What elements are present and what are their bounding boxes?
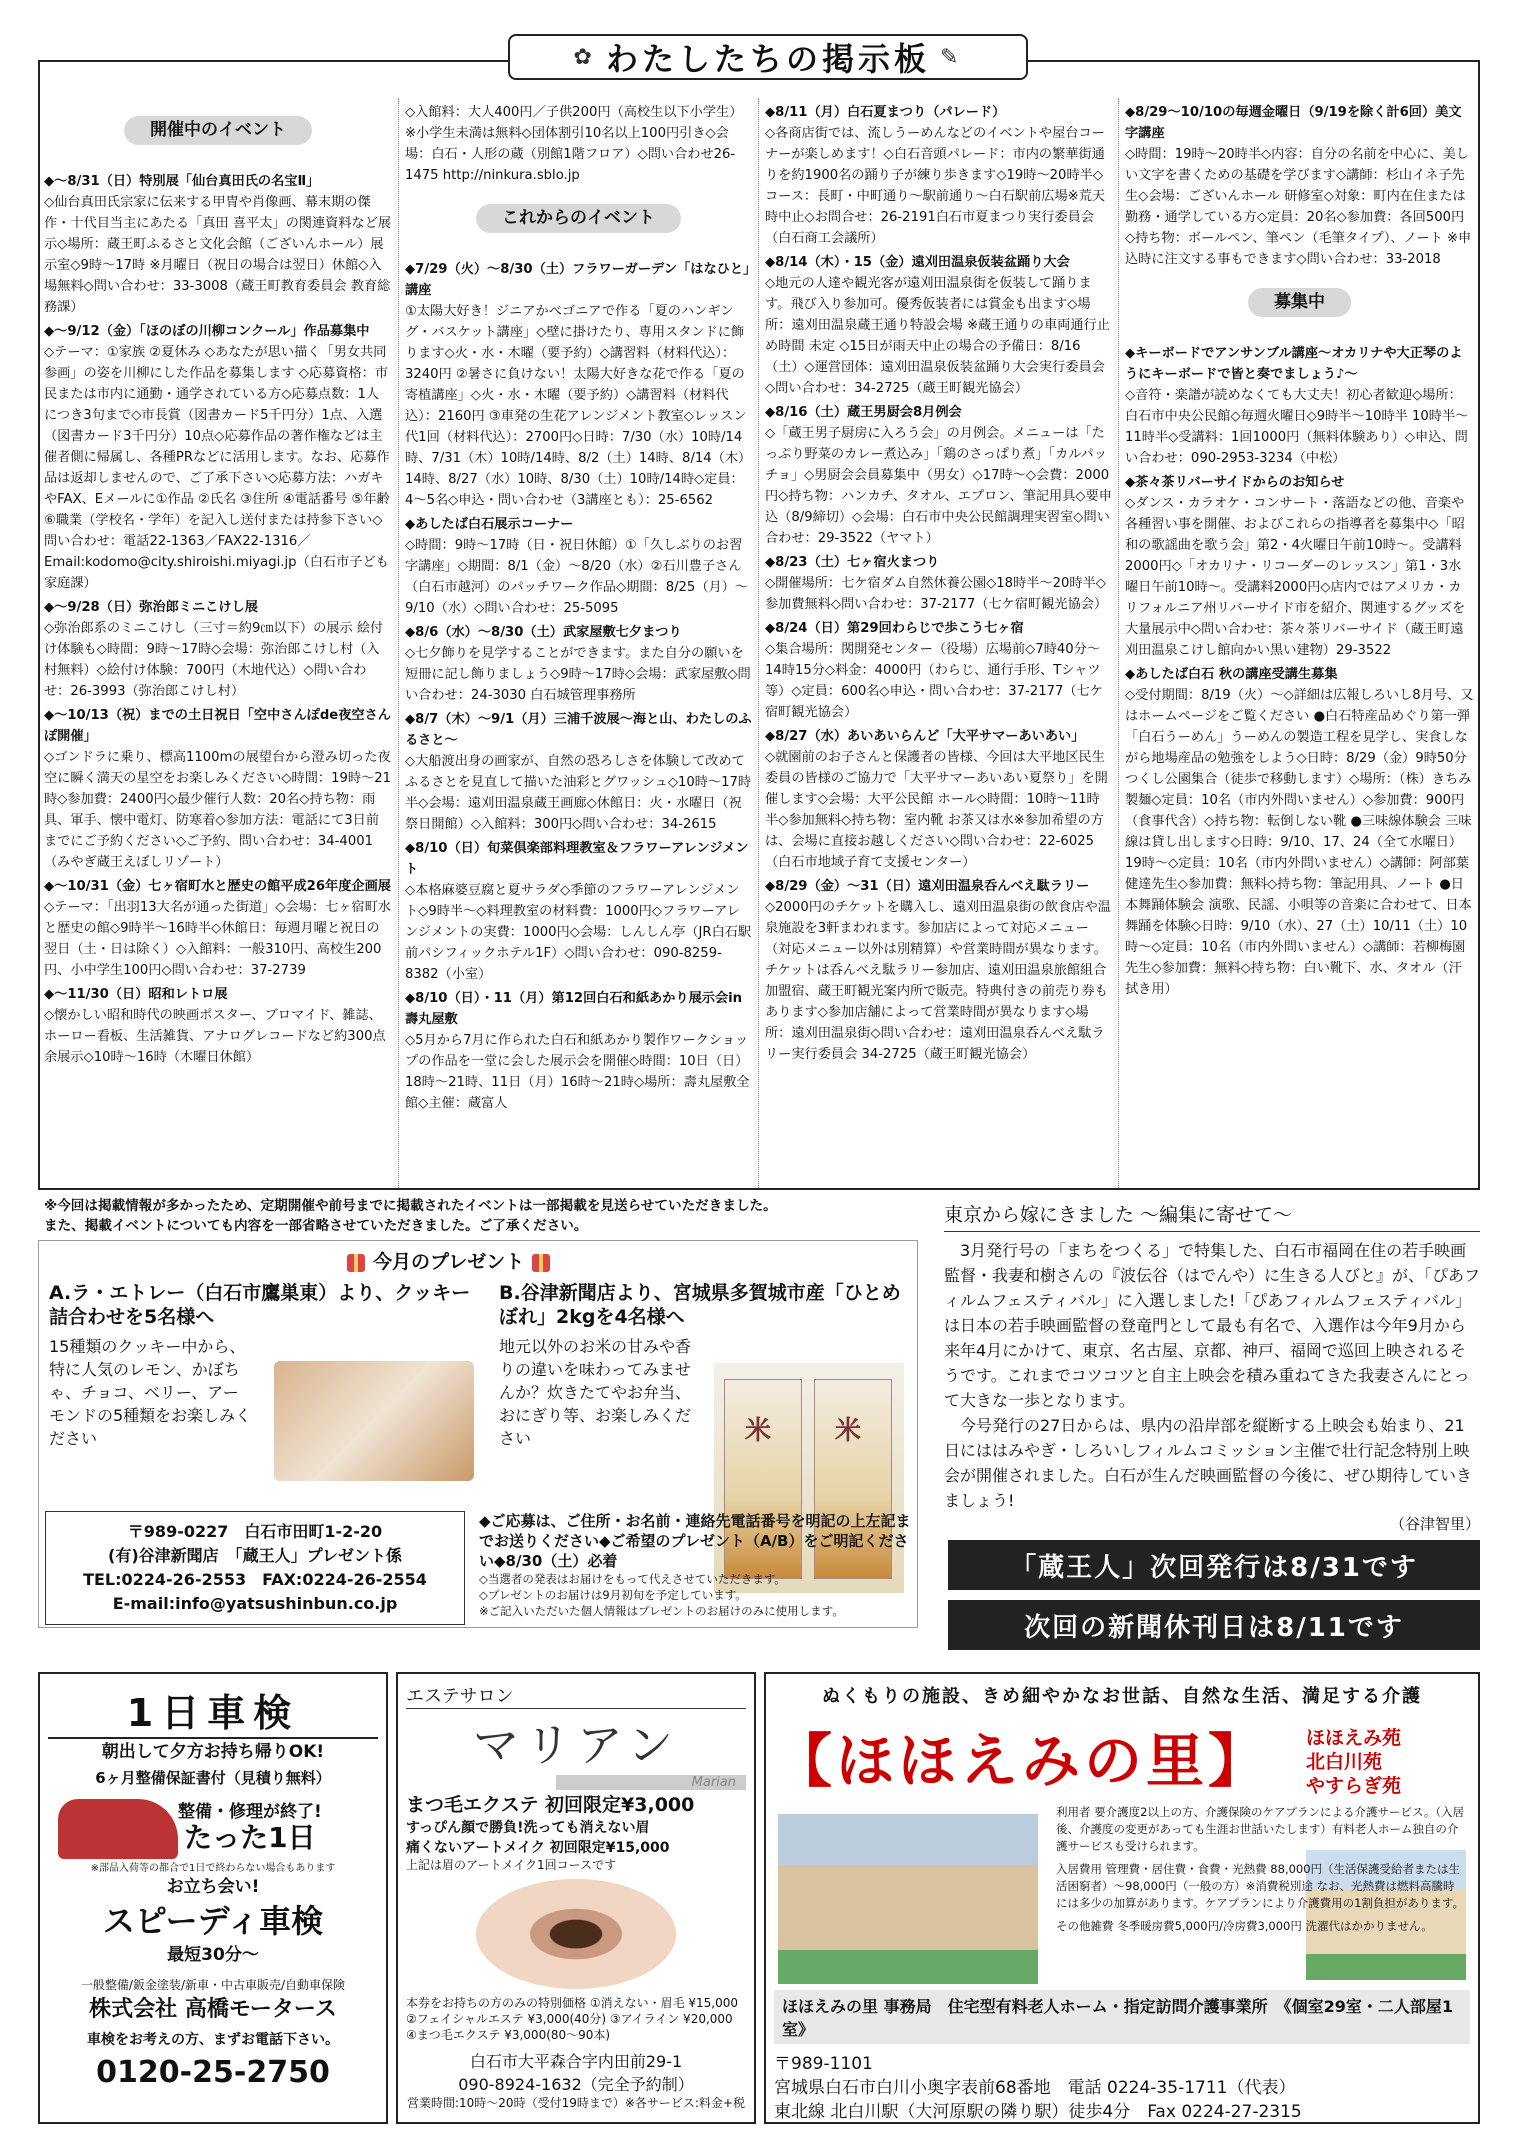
event-title: ◆あしたば白石展示コーナー (405, 517, 574, 532)
event-title: ◆8/6（水）～8/30（土）武家屋敷七夕まつり (405, 625, 682, 640)
event-body: ◇集合場所：関開発センター（役場）広場前◇7時40分～14時15分◇料金：4000円（わらじ、通行手形、Tシャツ等）◇定員：600名◇申込・問い合わせ：37-2177（七ケ宿町観光協会） (765, 642, 1103, 720)
list-item (1125, 343, 1474, 469)
list-item (405, 259, 752, 511)
ad-hohoemi: ぬくもりの施設、きめ細やかなお世話、自然な生活、満足する介護 【ほほえみの里】 ほほえみ苑 北白川苑 やすらぎ苑 利用者 要介護度2以上の方、介護保険のケアプランによる介護サービス。（入居後、介護度の変更があっても生涯お世話いたします）有料老人ホーム独自の介護サービスも受けられます。 入居費用 管理費・居住費・食費・光熱費 88,000円（生活保護受給者または生活困窮者）～98,000円（一般の方）※消費税別途 なお、光熱費は燃料高騰時には多少の加算があります。ケアプランにより介護費用の1割負担があります。 その他雑費 冬季暖房費5,000円/冷房費3,000円 洗濯代はかかりません。 ほほえみの里 事務局 住宅型有料老人ホーム・指定訪問介護事業所 《個室29室・二人部屋1室》 〒989-1101 宮城県白石市白川小奥字表前68番地 電話 0224-35-1711（代表） 東北線 北白川駅（大河原駅の隣り駅）徒歩4分 Fax 0224-27-2315 (764, 1672, 1480, 2124)
facility-names: ほほえみ苑 北白川苑 やすらぎ苑 (1306, 1727, 1402, 1797)
event-title: ◆あしたば白石 秋の講座受講生募集 (1125, 667, 1338, 682)
column-1 (38, 98, 398, 1188)
present-title: 今月のプレゼント (339, 1247, 558, 1274)
column-2 (398, 98, 758, 1188)
column-4 (1118, 98, 1480, 1188)
event-title: ◆7/29（火）～8/30（土）フラワーガーデン「はなひと」講座 (405, 262, 750, 298)
event-body: ◇就園前のお子さんと保護者の皆様、今回は大平地区民生委員の皆様のご協力で「大平サマーあいあい夏祭り」を開催します◇会場：大平公民館 ホール◇時間：10時～11時半◇参加無料◇持ち物：室内靴 お茶又は水※参加希望の方は、会場に直接お越しください◇問い合わせ：22-6025（白石市地域子育て支援センター） (765, 750, 1108, 870)
list-item (44, 597, 392, 702)
event-body: ◇弥治郎系のミニこけし（三寸＝約9㎝以下）の展示 絵付け体験も◇時間：9時～17時◇会場：弥治郎こけし村（入村無料）◇絵付け体験：700円（木地代込）◇問い合わせ：26-3993（弥治郎こけし村） (44, 621, 384, 699)
cookie-photo (274, 1361, 474, 1481)
present-b: B.谷津新聞店より、宮城県多賀城市産「ひとめぼれ」2kgを4名様へ 地元以外のお米の甘みや香りの違いを味わってみませんか？炊きたてやお弁当、おにぎり等、お楽しみください 米 米 (499, 1281, 919, 1450)
list-item (44, 171, 392, 318)
event-title: ◆8/23（土）七ヶ宿火まつり (765, 555, 940, 570)
eye-photo (476, 1879, 676, 1989)
event-title: ◆8/24（日）第29回わらじで歩こう七ヶ宿 (765, 621, 1024, 636)
event-body: ◇開催場所：七ケ宿ダム自然休養公園◇18時半～20時半◇参加費無料◇問い合わせ：37-2177（七ケ宿町観光協会） (765, 576, 1108, 612)
board-title (508, 34, 1028, 80)
event-title: ◆～11/30（日）昭和レトロ展 (44, 987, 228, 1002)
list-item (405, 838, 752, 985)
present-apply: ◆ご応募は、ご住所・お名前・連絡先電話番号を明記の上左記までお送りください◆ご希望のプレゼント（A/B）をご明記ください◆8/30（土）必着 ◇当選者の発表はお届けをもって代えさせていただきます。 ◇プレゼントのお届けは9月初旬を予定しています。 ※ご記入いただいた個人情報はプレゼントのお届けのみに使用します。 (479, 1512, 911, 1618)
list-item (765, 618, 1112, 723)
event-title: ◆8/10（日）旬菜倶楽部料理教室＆フラワーアレンジメント (405, 841, 749, 877)
event-body: ◇ダンス・カラオケ・コンサート・落語などの他、音楽や各種習い事を開催、およびこれらの指導者を募集中◇「昭和の歌謡曲を歌う会」第2・4火曜日午前10時～。受講料2000円◇「オカリナ・リコーダーのレッスン」第1・3水曜日午前10時～。受講料2000円◇店内ではアメリカ・カリフォルニア州リバーサイド市を紹介、関連するグッズを大量展示中◇問い合わせ：茶々茶リバーサイド（蔵王町遠刈田温泉こけし館向かい黒い建物）29-3522 (1125, 496, 1466, 658)
facility-info: 利用者 要介護度2以上の方、介護保険のケアプランによる介護サービス。（入居後、介護度の変更があっても生涯お世話いたします）有料老人ホーム独自の介護サービスも受けられます。 入居費用 管理費・居住費・食費・光熱費 88,000円（生活保護受給者または生活困窮者）～98,000円（一般の方）※消費税別途 なお、光熱費は燃料高騰時には多少の加算があります。ケアプランにより介護費用の1割負担があります。 その他雑費 冬季暖房費5,000円/冷房費3,000円 洗濯代はかかりません。 (1056, 1805, 1465, 1933)
list-item (765, 552, 1112, 615)
list-item (44, 984, 392, 1068)
event-title: ◆8/10（日）・11（月）第12回白石和紙あかり展示会in壽丸屋敷 (405, 991, 743, 1027)
holiday-banner: 次回の新聞休刊日は8/11です (948, 1600, 1480, 1650)
event-title: ◆8/29～10/10の毎週金曜日（9/19を除く計6回）美文字講座 (1125, 105, 1462, 141)
event-title: ◆8/29（金）～31（日）遠刈田温泉呑んべえ駄ラリー (765, 879, 1090, 894)
event-body: ◇テーマ：「出羽13大名が通った街道」◇会場：七ヶ宿町水と歴史の館◇9時半～16時半◇休館日：毎週月曜と祝日の翌日（土・日は除く）◇入館料：一般310円、高校生200円、小中学生100円◇問い合わせ：37-2739 (44, 900, 391, 978)
gift-icon (347, 1254, 365, 1272)
present-section (38, 1240, 918, 1628)
event-body: ◇2000円のチケットを購入し、遠刈田温泉街の飲食店や温泉施設を3軒まわれます。参加店によって対応メニュー（対応メニュー以外は別精算）や営業時間が異なります。チケットは呑んべえ駄ラリー参加店、遠刈田温泉旅館組合加盟宿、蔵王町観光案内所で販売。特典付きの前売り券もあります◇参加店舗によって営業時間が異なります◇場所：遠刈田温泉街◇問い合わせ：遠刈田温泉呑んべえ駄ラリー実行委員会 34-2725（蔵王町観光協会） (765, 900, 1111, 1062)
event-title: ◆8/27（水）あいあいらんど「大平サマーあいあい」 (765, 729, 1085, 744)
rice-bag: 米 (724, 1379, 802, 1579)
event-body: ◇5月から7月に作られた白石和紙あかり製作ワークショップの作品を一堂に会した展示会を開催◇時間：10日（日）18時～21時、11日（月）16時～21時◇場所：壽丸屋敷全館◇主催：蔵富人 (405, 1033, 750, 1111)
board-notes: ※今回は掲載情報が多かったため、定期開催や前号までに掲載されたイベントは一部掲載を見送らせていただきました。 また、掲載イベントについても内容を一部省略させていただきました。ご了承ください。 (44, 1198, 777, 1234)
list-item (765, 726, 1112, 873)
list-item (405, 622, 752, 706)
event-title: ◆キーボードでアンサンブル講座～オカリナや大正琴のようにキーボードで皆と奏でましょう♪～ (1125, 346, 1463, 382)
ad-marian: エステサロン マリアン Marian まつ毛エクステ 初回限定¥3,000 すっぴん顔で勝負!洗っても消えない眉 痛くないアートメイク 初回限定¥15,000 上記は眉のアートメイク1回コースです 本券をお持ちの方のみの特別価格 ①消えない・眉毛 ¥15,000 ②フェイシャルエステ ¥3,000(40分) ③アイライン ¥20,000 ④まつ毛エクステ ¥3,000(80～90本) 白石市大平森合字内田前29-1 090-8924-1632（完全予約制） 営業時間:10時～20時（受付19時まで）※各サービス:料金+税 (396, 1672, 756, 2124)
editor-heading: 東京から嫁にきました ～編集に寄せて～ (944, 1200, 1480, 1232)
ad-takahashi-motors: 1日車検 朝出して夕方お持ち帰りOK! 6ヶ月整備保証書付（見積り無料） 整備・修理が終了! たった1日 ※部品入荷等の都合で1日で終わらない場合もあります お立ち会い! スピーディ車検 最短30分～ 一般整備/鈑金塗装/新車・中古車販売/自動車保険 株式会社 高橋モータース 車検をお考えの方、まずお電話下さい。 0120-25-2750 (38, 1672, 388, 2124)
board-title-text: わたしたちの掲示板 (605, 40, 930, 78)
column-3 (758, 98, 1118, 1188)
list-item (44, 705, 392, 873)
building-photo (778, 1814, 1038, 1984)
list-item (44, 876, 392, 981)
event-title: ◆～8/31（日）特別展「仙台真田氏の名宝Ⅱ」 (44, 174, 320, 189)
event-body: ◇テーマ：①家族 ②夏休み ◇あなたが思い描く「男女共同参画」の姿を川柳にした作品を募集します ◇応募資格：市民または市内に通勤・通学されている方◇応募点数：1人につき3句まで◇市長賞（図書カード5千円分）1点、入選（図書カード3千円分）10点◇応募作品の著作権などは主催者側に帰属し、各種PRなどに活用します。なお、応募作品は返却しませんので、ご了承下さい◇応募方法：ハガキやFAX、Eメールに①作品 ②氏名 ③住所 ④電話番号 ⑤年齢 ⑥職業（学校名・学年）を記入し送付または持参下さい◇問い合わせ：電話22-1363／FAX22-1316／Email:kodomo@city.shiroishi.miyagi.jp（白石市子ども家庭課） (44, 345, 390, 591)
list-item (765, 402, 1112, 549)
editor-note: 東京から嫁にきました ～編集に寄せて～ 3月発行号の「まちをつくる」で特集した、白石市福岡在住の若手映画監督・我妻和樹さんの『波伝谷（はでんや）に生きる人びと』が、「ぴあフィルムフェスティバル」に入選しました!「ぴあフィルムフェスティバル」は日本の若手映画監督の登竜門として最も有名で、入選作は今年9月から来年4月にかけて、東京、名古屋、京都、神戸、福岡で巡回上映されるそうです。これまでコツコツと自主上映会を積み重ねてきた我妻さんにとって大きな一歩となります。 今号発行の27日からは、県内の沿岸部を縦断する上映会も始まり、21日にははみやぎ・しろいしフィルムコミッション主催で壮行記念特別上映会が開催されました。白石が生んだ映画監督の今後に、ぜひ期待していきましょう! （谷津智里） (944, 1200, 1480, 1520)
event-body: ◇「蔵王男子厨房に入ろう会」の月例会。メニューは「たっぷり野菜のカレー煮込み」「鶏のさっぱり煮」「カルパッチョ」◇男厨会会員募集中（男女）◇17時～◇会費：2000円◇持ち物：ハンカチ、タオル、エプロン、筆記用具◇要申込（8/9締切）◇会場：白石市中央公民館調理実習室◇問い合わせ：29-3522（ヤマト） (765, 426, 1112, 546)
event-title: ◆～9/28（日）弥治郎ミニこけし展 (44, 600, 258, 615)
event-body: ◇各商店街では、流しうーめんなどのイベントや屋台コーナーが楽しめます！◇白石音頭パレード：市内の繁華街通りを約1900名の踊り子が練り歩きます◇19時～20時半◇コース：長町・中町通り～駅前通り～白石駅前広場※荒天時中止◇お問合せ：26-2191白石市夏まつり実行委員会（白石商工会議所） (765, 126, 1106, 246)
list-item (765, 876, 1112, 1065)
section-ongoing: 開催中のイベント (124, 116, 312, 145)
present-address: 〒989-0227 白石市田町1-2-20 (有)谷津新聞店 「蔵王人」プレゼント係 TEL:0224-26-2553 FAX:0224-26-2554 E-mail:info@yatsushinbun.co.jp (45, 1511, 465, 1625)
event-title: ◆～10/13（祝）までの土日祝日「空中さんぽde夜空さんぽ開催」 (44, 708, 391, 744)
event-body: ◇七夕飾りを見学することができます。また自分の願いを短冊に記し飾りましょう◇9時～17時◇会場：武家屋敷◇問い合わせ：24-3030 白石城管理事務所 (405, 646, 751, 703)
event-title: ◆8/16（土）蔵王男厨会8月例会 (765, 405, 962, 420)
list-item: ◇入館料：大人400円／子供200円（高校生以下小学生）※小学生未満は無料◇団体割引10名以上100円引き◇会場：白石・人形の蔵（別館1階フロア）◇問い合わせ26-1475 http://ninkura.sblo.jp (405, 105, 743, 183)
event-title: ◆8/14（木）・15（金）遠刈田温泉仮装盆踊り大会 (765, 255, 1070, 270)
event-body: ①太陽大好き！ジニアかべゴニアで作る「夏のハンギング・バスケット講座」◇壁に掛けたり、専用スタンドに飾ります◇火・水・木曜（要予約）◇講習料（材料代込）：3240円 ②暑さに負けない！太陽大好きな花で作る「夏の寄植講座」◇火・水・木曜（要予約）◇講習料（材料代込）：2160円 ③車発の生花アレンジメント教室◇レッスン代1回（材料代込）：2700円◇日時：7/30（水）10時/14時、7/31（木）10時/14時、8/2（土）14時、8/14（木）14時、8/27（水）10時、8/30（土）10時/14時◇定員：4～5名◇申込・問い合わせ（3講座とも）：25-6562 (405, 304, 752, 508)
event-body: ◇受付期間：8/19（火）～◇詳細は広報しろいし8月号、又はホームページをご覧ください ●白石特産品めぐり第一弾「白石うーめん」うーめんの製造工程を見学し、実食しながら地場産品の勉強をしよう◇日時：8/29（金）9時50分 つくし公園集合（徒歩で移動します）◇場所：（株）きちみ製麺◇定員：10名（市内外問いません）◇参加費：900円（食事代含）◇持ち物：転倒しない靴 ●三味線体験会 三味線は貸し出します◇日時：9/10、17、24（全て水曜日）19時～◇定員：10名（市内外問いません）◇講師：阿部葉健達先生◇参加費：無料◇持ち物：筆記用具、ノート ●日本舞踊体験会 演歌、民謡、小唄等の音楽に合わせて、日本舞踊を体験◇日時：9/10（水）、27（土）10/11（土）10時～◇定員：10名（市内外問いません）◇講師：若柳梅園先生◇参加費：無料◇持ち物：白い靴下、水、タオル（汗拭き用） (1125, 688, 1474, 997)
flower-icon: ✿ (573, 44, 596, 70)
car-icon (58, 1799, 178, 1859)
event-body: ◇音符・楽譜が読めなくても大丈夫！初心者歓迎◇場所：白石市中央公民館◇毎週火曜日◇9時半～10時半 10時半～11時半◇受講料：1回1000円（無料体験あり）◇申込、問い合わせ：090-2953-3234（中松） (1125, 388, 1469, 466)
section-recruit: 募集中 (1248, 288, 1351, 317)
office-bar: ほほえみの里 事務局 住宅型有料老人ホーム・指定訪問介護事業所 《個室29室・二人部屋1室》 (774, 1990, 1470, 2044)
event-body: ◇時間：19時～20時半◇内容：自分の名前を中心に、美しい文字を書くための基礎を学びます◇講師：杉山イネ子先生◇会場：ございんホール 研修室◇対象：町内在住または勤務・通学している方◇定員：20名◇参加費：各回500円◇持ち物：ボールペン、筆ペン（毛筆タイプ）、ノート ※申込時に注文する事もできます◇問い合わせ：33-2018 (1125, 147, 1472, 267)
gift-icon (532, 1254, 550, 1272)
pencil-icon: ✎ (940, 44, 963, 70)
section-upcoming: これからのイベント (476, 204, 681, 233)
event-title: ◆茶々茶リバーサイドからのお知らせ (1125, 475, 1345, 490)
list-item (765, 102, 1112, 249)
event-body: ◇ゴンドラに乗り、標高1100mの展望台から澄み切った夜空に瞬く満天の星空をお楽しみください◇時間：19時～21時◇参加費：2400円◇最少催行人数：20名◇持ち物：雨具、軍手、懐中電灯、防寒着◇参加方法：電話にて3日前までにご予約ください◇ご予約、問い合わせ：34-4001（みやぎ蔵王えぼしリゾート） (44, 750, 392, 870)
event-body: ◇懐かしい昭和時代の映画ポスター、ブロマイド、雑誌、ホーロー看板、生活雑貨、アナログレコードなど約300点余展示◇10時～16時（木曜日休館） (44, 1008, 386, 1065)
event-body: ◇大船渡出身の画家が、自然の恐ろしさを体験して改めてふるさとを見直して描いた油彩とグワッシュ◇10時～17時半◇会場：遠刈田温泉蔵王画廊◇休館日：火・水曜日（祝祭日開館）◇入館料：300円◇問い合わせ：34-2615 (405, 754, 752, 832)
event-title: ◆～10/31（金）七ヶ宿町水と歴史の館平成26年度企画展 (44, 879, 391, 894)
rice-bag: 米 (814, 1379, 892, 1579)
list-item (44, 321, 392, 594)
event-body: ◇地元の人達や観光客が遠刈田温泉街を仮装して踊ります。飛び入り参加可。優秀仮装者には賞金も出ます◇場所：遠刈田温泉蔵王通り特設会場 ※蔵王通りの車両通行止め時間 未定 ◇15日が雨天中止の場合の予備日：8/16（土）◇運営団体：遠刈田温泉仮装盆踊り大会実行委員会◇問い合わせ：34-2725（蔵王町観光協会） (765, 276, 1110, 396)
next-issue-banner: 「蔵王人」次回発行は8/31です (948, 1540, 1480, 1590)
event-title: ◆8/11（月）白石夏まつり（パレード） (765, 105, 1006, 120)
list-item (405, 514, 752, 619)
list-item (1125, 102, 1474, 270)
list-item (405, 709, 752, 835)
list-item (1125, 472, 1474, 661)
list-item (765, 252, 1112, 399)
list-item (1125, 664, 1474, 1000)
list-item (405, 988, 752, 1114)
present-a: A.ラ・エトレー（白石市鷹巣東）より、クッキー詰合わせを5名様へ 15種類のクッキー中から、特に人気のレモン、かぼちゃ、チョコ、ベリー、アーモンドの5種類をお楽しみください (49, 1281, 489, 1450)
event-body: ◇仙台真田氏宗家に伝来する甲冑や肖像画、幕末期の傑作・十代目当主にあたる「真田 喜平太」の関連資料など展示◇場所：蔵王町ふるさと文化会館（ございんホール）展示室◇9時～17時 ※月曜日（祝日の場合は翌日）休館◇入場無料◇問い合わせ：33-3008（蔵王町教育委員会 教育総務課） (44, 195, 392, 315)
event-title: ◆～9/12（金）「ほのぼの川柳コンクール」作品募集中 (44, 324, 370, 339)
event-title: ◆8/7（木）～9/1（月）三浦千波展～海と山、わたしのふるさと～ (405, 712, 752, 748)
office-address: 〒989-1101 宮城県白石市白川小奥字表前68番地 電話 0224-35-1711（代表） 東北線 北白川駅（大河原駅の隣り駅）徒歩4分 Fax 0224-27-2315 (774, 2054, 1302, 2122)
event-body: ◇本格麻婆豆腐と夏サラダ◇季節のフラワーアレンジメント◇9時半～◇料理教室の材料費：1000円◇フラワーアレンジメントの実費：1000円◇会場：しんしん亭（JR白石駅前パシフィックホテル1F）◇問い合わせ：090-8259-8382（小室） (405, 883, 752, 982)
event-body: ◇時間：9時～17時（日・祝日休館）①「久しぶりのお習字講座」◇期間：8/1（金）～8/20（水）②石川豊子さん（白石市越河）のパッチワーク作品◇期間：8/25（月）～9/10（水）◇問い合わせ：25-5095 (405, 538, 749, 616)
